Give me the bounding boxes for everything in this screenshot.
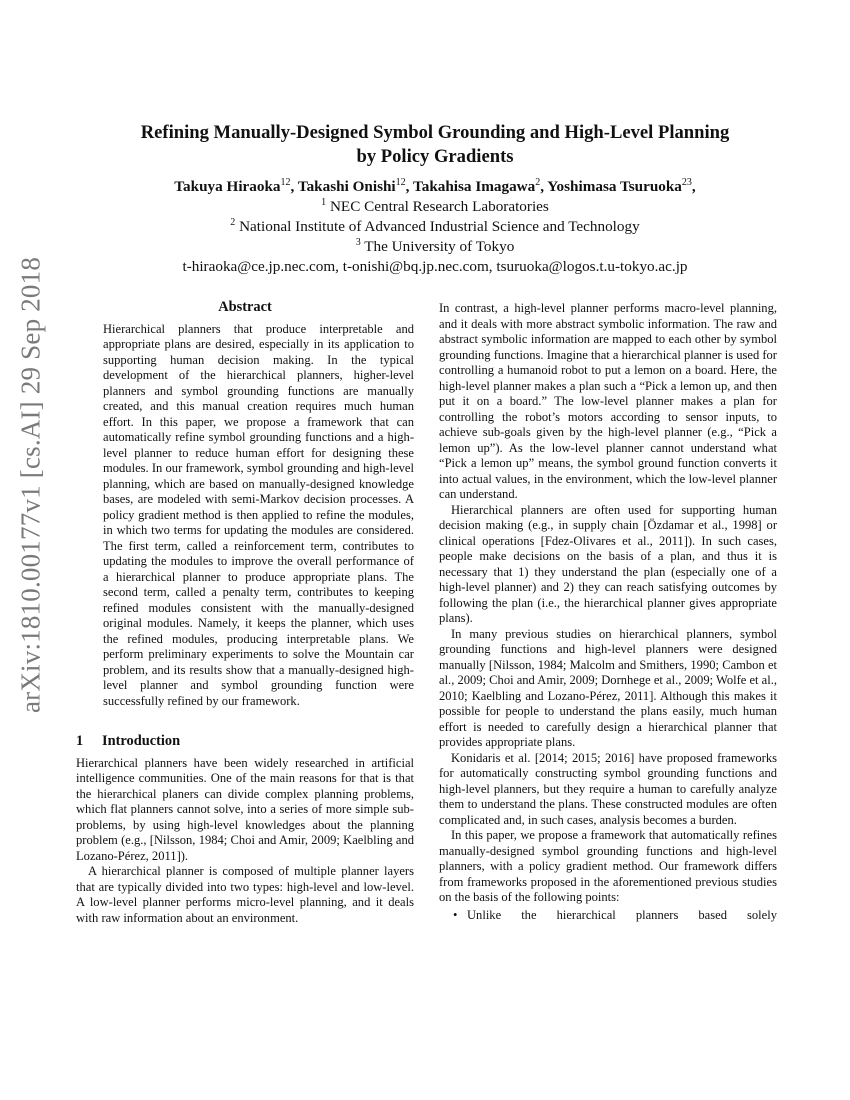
author-block xyxy=(90,177,780,277)
affiliation-1: $^1$ NEC Central Research Laboratories xyxy=(321,197,549,215)
abstract-heading: Abstract xyxy=(218,299,272,315)
author-name: Takahisa Imagawa xyxy=(412,178,536,195)
affiliation-3: $^3$ The University of Tokyo xyxy=(355,237,515,255)
section-title: Introduction xyxy=(102,733,181,749)
abstract-text: Hierarchical planners that produce interpretable and appropriate plans are desired, especially in its application to supporting human decision making. In the typical development of the hierarchical planners, higher-level planners and symbol grounding functions are manually created, and this manual creation requires much human effort. In this paper, we propose a framework that can automatically refine symbol grounding functions and a high-level planner to reduce human effort for designing these modules. In our framework, symbol grounding and high-level planning, which are based on manually-designed knowledge bases, are modeled with semi-Markov decision processes. A policy gradient method is then applied to refine the modules, in which two terms for updating the modules are considered. The first term, called a reinforcement term, contributes to updating the modules to improve the overall performance of a hierarchical planner to produce appropriate plans. The second term, called a penalty term, contributes to keeping refined modules consistent with the manually-designed original modules. Namely, it keeps the planner, which uses the refined modules, producing interpretable plans. We perform preliminary experiments to solve the Mountain car problem, and its results show that a manually-designed high-level planner and symbol grounding function were successfully refined by our framework. xyxy=(103,321,414,708)
section-number: 1 xyxy=(76,733,84,749)
intro-paragraph-1: Hierarchical planners have been widely researched in artificial intelligence communities. One of the main reasons for that is that the hierarchical planers can divide complex planning problems, which flat planners cannot solve, into a series of more simple sub-problems, by using high-level knowledges about the planning problem (e.g., [Nilsson, 1984; Choi and Amir, 2009; Kaelbling and Lozano-Pérez, 2011]). xyxy=(76,755,414,863)
bullet-mark: • xyxy=(453,907,458,922)
author-affil-mark: 12 xyxy=(280,177,291,188)
arxiv-side-stamp xyxy=(6,230,56,740)
body-paragraph-3: In many previous studies on hierarchical planners, symbol grounding functions and high-level planners were designed manually [Nilsson, 1984; Malcolm and Smithers, 1990; Cambon et al., 2009; Choi and Amir, 2009; Dornhege et al., 2009; Wolfe et al., 2010; Kaelbling and Lozano-Pérez, 2011]. Although this makes it possible for people to understand the plans easily, much human effort is needed to carefully design a hierarchical planner that provides appropriate plans. xyxy=(439,626,778,749)
bullet-item xyxy=(453,908,777,924)
body-paragraph-5: In this paper, we propose a framework that automatically refines manually-designed symbol grounding functions and high-level planners, with a policy gradient method. Our framework differs from frameworks proposed in the aforementioned previous studies on the basis of the following points: xyxy=(439,828,777,904)
title-line-2: by Policy Gradients xyxy=(356,146,514,167)
author-name: Takuya Hiraoka xyxy=(174,178,281,195)
section-heading-introduction xyxy=(76,734,414,750)
right-column xyxy=(439,301,777,923)
paper-title xyxy=(90,121,780,169)
body-paragraph-1: In contrast, a high-level planner performs macro-level planning, and it deals with more abstract symbolic information. The raw and abstract symbolic information are mapped to each other by symbol grounding functions. Imagine that a hierarchical planner is used for controlling a humanoid robot to put a lemon on a board. Here, the high-level planner makes a plan such a “Pick a lemon up, and then put it on a board.” The low-level planner makes a plan for controlling the robot’s motors according to sensor inputs, to achieve sub-goals given by the high-level planner (e.g., “Pick a lemon up”). As the low-level planner cannot understand what “Pick a lemon up” means, the symbol ground function converts it into actual values, in the environment, which the low-level planner can understand. xyxy=(439,301,777,501)
body-paragraph-4: Konidaris et al. [2014; 2015; 2016] have proposed frameworks for automatically constructing symbol grounding functions and high-level planners, but they require a human to carefully analyze them to understand the plans. These constructed modules are often complicated and, in such cases, analysis becomes a burden. xyxy=(439,750,777,827)
body-paragraph-2: Hierarchical planners are often used for supporting human decision making (e.g., in supply chain [Özdamar et al., 1998] or clinical operations [Fdez-Olivares et al., 2011]). In such cases, people make decisions on the basis of a plan, and thus it is necessary that 1) they understand the plan (especially one of a high-level planner) and 2) they can reach satisfying outcomes by following the plan (i.e., the hierarchical planner gives appropriate plans). xyxy=(439,502,777,625)
author-affil-mark: 12 xyxy=(395,177,406,188)
author-name: Yoshimasa Tsuruoka xyxy=(547,178,682,195)
arxiv-identifier: arXiv:1810.00177v1 [cs.AI] 29 Sep 2018 xyxy=(15,256,46,714)
title-line-1: Refining Manually-Designed Symbol Grounding and High-Level Planning xyxy=(140,122,730,143)
left-column xyxy=(76,300,414,926)
bullet-text: Unlike the hierarchical planners based solely xyxy=(467,907,777,922)
author-emails: t-hiraoka@ce.jp.nec.com, t-onishi@bq.jp.nec.com, tsuruoka@logos.t.u-tokyo.ac.jp xyxy=(182,258,688,275)
author-affil-mark: 23 xyxy=(681,177,692,188)
affiliation-2: $^2$ National Institute of Advanced Industrial Science and Technology xyxy=(230,217,640,235)
author-affil-mark: 2 xyxy=(535,177,541,188)
author-names: Takuya Hiraoka$^{12}$, Takashi Onishi$^{12}$, Takahisa Imagawa$^2$, Yoshimasa Tsuruoka$^{23}$, xyxy=(174,177,696,195)
intro-paragraph-2: A hierarchical planner is composed of multiple planner layers that are typically divided into two types: high-level and low-level. A low-level planner performs micro-level planning, and it deals with raw information about an environment. xyxy=(76,864,414,925)
author-name: Takashi Onishi xyxy=(297,178,396,195)
